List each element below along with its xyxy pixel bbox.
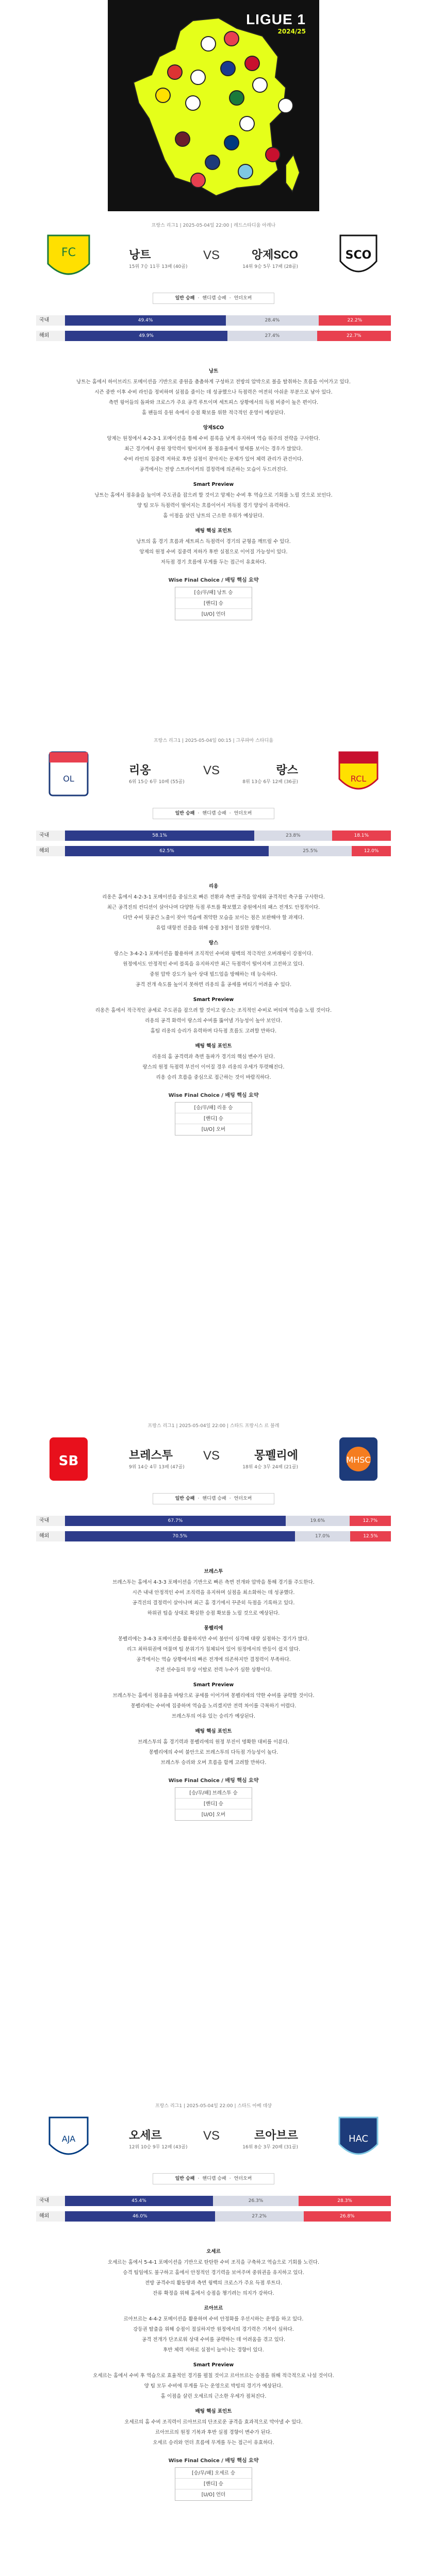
away-win-segment: 12.5% (350, 1531, 391, 1541)
section-paragraph: 시즌 중반 이후 수비 라인을 정비하며 실점을 줄이는 데 성공했으나 득점력은 여전히 아쉬운 부분으로 남아 있다. (94, 389, 333, 395)
final-choice (0, 2456, 427, 2501)
section-paragraph: 승격 팀임에도 불구하고 홈에서 안정적인 경기력을 보여주며 중위권을 유지하고 있다. (123, 2270, 304, 2276)
home-team-name: 낭트 (129, 248, 151, 261)
league-season: 2024/25 (277, 28, 306, 35)
draw-segment: 19.6% (286, 1516, 350, 1526)
vs-label: VS (203, 1449, 220, 1463)
odds-bar (65, 2196, 391, 2206)
odds-bar (65, 315, 391, 326)
club-badge-icon (244, 56, 260, 71)
section-title: 배팅 핵심 포인트 (195, 1043, 232, 1049)
canary-crest-icon (45, 233, 92, 284)
odds-tab[interactable]: 핸디캡 승패 (202, 2176, 226, 2181)
brest-crest-icon (45, 1433, 92, 1485)
tab-separator: · (229, 811, 231, 816)
odds-tab[interactable]: 언더오버 (234, 811, 252, 816)
section-paragraph: 오세르는 홈에서 수비 후 역습으로 효율적인 경기를 펼칠 것이고 르아브르는 승점을 위해 적극적으로 나설 것이다. (93, 2373, 334, 2379)
away-team-name: 앙제SCO (251, 248, 298, 261)
draw-segment: 23.8% (254, 831, 332, 841)
odds-row-label: 해외 (36, 331, 65, 341)
odds-tab[interactable]: 언더오버 (234, 1496, 252, 1501)
section-paragraph: 몽펠리에는 3-4-3 포메이션을 활용하지만 수비 불안이 심각해 대량 실점하는 경기가 많다. (118, 1636, 309, 1642)
odds-tab[interactable]: 핸디캡 승패 (202, 811, 226, 816)
section-paragraph: 다만 수비 뒷공간 노출이 잦아 역습에 취약한 모습을 보이는 점은 보완해야 할 과제다. (123, 915, 304, 921)
home-team-rank: 15위 7승 11무 13패 (40골) (129, 264, 188, 269)
odds-row (36, 846, 391, 856)
sco-crest-icon (335, 233, 382, 284)
vs-label: VS (203, 248, 220, 262)
tab-separator: · (229, 2176, 231, 2181)
home-win-segment: 67.7% (65, 1516, 286, 1526)
section-paragraph: 앙제는 원정에서 4-2-3-1 포메이션을 통해 수비 블록을 낮게 유지하며 역습 위주의 전략을 구사한다. (107, 436, 320, 442)
odds-bar (65, 1516, 391, 1526)
svg-text:SB: SB (58, 1453, 79, 1469)
svg-text:OL: OL (63, 774, 74, 784)
odds-row-label: 해외 (36, 846, 65, 856)
draw-segment: 27.2% (215, 2211, 304, 2222)
lyon-crest-icon (45, 748, 92, 800)
club-badge-icon (155, 88, 171, 103)
section-title: 배팅 핵심 포인트 (195, 1728, 232, 1734)
away-win-segment: 12.0% (352, 846, 391, 856)
section-paragraph: 몽펠리에의 수비 불안으로 브레스투의 다득점 가능성이 높다. (149, 1750, 278, 1755)
home-team-rank: 12위 10승 9무 12패 (43골) (129, 2145, 188, 2150)
section-paragraph: 원정에서도 안정적인 수비 블록을 유지하지만 최근 득점력이 떨어지며 고전하고 있다. (123, 961, 304, 967)
section-paragraph: 오세르의 홈 수비 조직력이 르아브르의 단조로운 공격을 효과적으로 막아낼 수 있다. (124, 2419, 303, 2425)
tab-separator: · (198, 296, 200, 301)
section-paragraph: 리옹 승리 흐름을 중심으로 접근하는 것이 바람직하다. (156, 1075, 271, 1080)
section-paragraph: 양 팀 모두 득점력이 떨어지는 흐름이어서 저득점 경기 양상이 유력하다. (137, 503, 290, 509)
final-choice-title: Wise Final Choice / 배팅 핵심 요약 (168, 2458, 259, 2464)
odds-bar (65, 846, 391, 856)
odds-tabs (153, 1493, 274, 1504)
odds-tab[interactable]: 일반 승패 (175, 2176, 195, 2181)
odds-bar (65, 1531, 391, 1541)
match-header (0, 2102, 427, 2236)
section-paragraph: 주전 선수들의 부상 이탈로 전력 누수가 심한 상황이다. (155, 1667, 272, 1673)
odds-row (36, 2196, 391, 2206)
match-info: 프랑스 리그1 | 2025-05-04일 22:00 | 레드스타디움 아레나 (151, 223, 276, 228)
final-choice-row: [핸디] 승 (175, 1799, 252, 1809)
odds-row (36, 1516, 391, 1526)
club-badge-icon (224, 31, 239, 46)
match-card (0, 737, 427, 1132)
club-badge-icon (167, 64, 183, 80)
home-team-rank: 6위 15승 6무 10패 (55골) (129, 779, 185, 785)
section-paragraph: 브레스투의 홈 경기력과 몽펠리에의 원정 부진이 명확한 대비를 이룬다. (138, 1739, 289, 1745)
away-win-segment: 12.7% (350, 1516, 391, 1526)
away-team-name: 랑스 (276, 764, 298, 776)
odds-tab[interactable]: 핸디캡 승패 (202, 1496, 226, 1501)
analysis-body (0, 2241, 427, 2501)
section-paragraph: 리옹의 홈 공격력과 측면 돌파가 경기의 핵심 변수가 된다. (152, 1054, 275, 1060)
section-paragraph: 랑스는 3-4-2-1 포메이션을 활용하며 조직적인 수비와 윙백의 적극적인 오버래핑이 강점이다. (114, 951, 313, 957)
final-choice-title: Wise Final Choice / 배팅 핵심 요약 (168, 1778, 259, 1784)
match-info: 프랑스 리그1 | 2025-05-04일 00:15 | 그루파마 스타디움 (154, 738, 273, 743)
odds-tab[interactable]: 일반 승패 (175, 296, 195, 301)
svg-text:RCL: RCL (350, 774, 367, 784)
club-badge-icon (201, 36, 216, 52)
section-paragraph: 공격 전개가 단조로워 상대 수비를 공략하는 데 어려움을 겪고 있다. (142, 2337, 285, 2343)
section-paragraph: 리그 최하위권에 머물며 팀 분위기가 침체되어 있어 원정에서의 반등이 쉽지 않다. (126, 1647, 301, 1652)
tab-separator: · (198, 2176, 200, 2181)
section-title: 브레스투 (204, 1569, 223, 1574)
section-paragraph: 브레스투 승리와 오버 흐름을 함께 고려할 만하다. (160, 1760, 267, 1766)
club-badge-icon (238, 164, 253, 179)
svg-text:AJA: AJA (61, 2134, 76, 2144)
away-team-rank: 14위 9승 5무 17패 (28골) (242, 264, 298, 269)
section-paragraph: 후반 체력 저하로 실점이 늘어나는 경향이 있다. (163, 2347, 264, 2353)
lehavre-crest-icon (335, 2113, 382, 2165)
section-paragraph: 중원 압박 강도가 높아 상대 빌드업을 방해하는 데 능숙하다. (150, 972, 277, 977)
away-win-segment: 22.2% (319, 315, 391, 326)
section-paragraph: 리옹의 공격 화력이 랑스의 수비를 뚫어낼 가능성이 높아 보인다. (145, 1018, 282, 1024)
odds-tab[interactable]: 일반 승패 (175, 811, 195, 816)
odds-tabs (153, 2173, 274, 2184)
hero-title (246, 11, 306, 35)
final-choice (0, 1776, 427, 1821)
section-title: 앙제SCO (203, 425, 224, 431)
tab-separator: · (229, 1496, 231, 1501)
club-badge-icon (224, 135, 239, 150)
section-title: 랑스 (208, 940, 219, 946)
section-paragraph: 양 팀 모두 수비에 무게를 두는 운영으로 박빙의 경기가 예상된다. (144, 2383, 283, 2389)
home-team-name: 오세르 (129, 2129, 162, 2142)
club-badge-icon (229, 90, 244, 106)
final-choice-row: [U/O] 언더 (201, 612, 226, 617)
away-team-name: 몽펠리에 (254, 1449, 298, 1462)
final-choice (0, 576, 427, 620)
odds-row (36, 2211, 391, 2222)
home-win-segment: 49.9% (65, 331, 227, 341)
club-badge-icon (265, 147, 281, 162)
section-title: Smart Preview (193, 482, 234, 487)
odds-row (36, 315, 391, 326)
section-paragraph: 몽펠리에는 수비에 집중하며 역습을 노리겠지만 전력 차이를 극복하기 어렵다. (130, 1703, 297, 1709)
montpellier-crest-icon (335, 1433, 382, 1485)
section-title: 몽펠리에 (204, 1625, 223, 1631)
final-choice-box (175, 1102, 252, 1136)
odds-row (36, 1531, 391, 1541)
tab-separator: · (198, 1496, 200, 1501)
section-paragraph: 오세르 승리와 언더 흐름에 무게를 두는 접근이 유효하다. (153, 2440, 274, 2446)
odds-row (36, 831, 391, 841)
odds-tabs (153, 293, 274, 304)
club-badge-icon (205, 155, 220, 170)
section-title: 리옹 (208, 884, 219, 889)
home-win-segment: 45.4% (65, 2196, 213, 2206)
odds-row-label: 해외 (36, 1531, 65, 1541)
odds-tab[interactable]: 언더오버 (234, 2176, 252, 2181)
section-paragraph: 수비 라인의 집중력 저하로 후반 실점이 잦아지는 문제가 있어 체력 관리가 관건이다. (123, 456, 304, 462)
club-badge-icon (239, 116, 255, 131)
final-choice-row: [U/O] 오버 (201, 1127, 226, 1132)
section-paragraph: 리옹은 홈에서 4-2-3-1 포메이션을 중심으로 빠른 전환과 측면 공격을 앞세워 공격적인 축구를 구사한다. (102, 894, 325, 900)
section-paragraph: 전방 공격수의 활동량과 측면 윙백의 크로스가 주요 득점 루트다. (145, 2280, 282, 2286)
section-paragraph: 공격진의 결정력이 살아나며 최근 홈 경기에서 꾸준히 득점을 기록하고 있다. (132, 1600, 295, 1606)
section-title: 르아브르 (204, 2306, 223, 2311)
odds-row-label: 국내 (36, 1516, 65, 1526)
club-badge-icon (190, 70, 206, 85)
away-win-segment: 22.7% (317, 331, 391, 341)
match-header (0, 1422, 427, 1556)
final-choice-row: [핸디] 승 (175, 1113, 252, 1124)
odds-row (36, 331, 391, 341)
section-paragraph: 공격에서는 역습 상황에서의 빠른 전개에 의존하지만 결정력이 부족하다. (136, 1657, 291, 1663)
section-paragraph: 낭트는 홈에서 하이브리드 포메이션을 기반으로 중원을 촘촘하게 구성하고 전방의 압박으로 볼을 탈취하는 흐름을 이어가고 있다. (76, 379, 351, 385)
final-choice-row: [승/무/패] 낭트 승 (175, 587, 252, 598)
section-paragraph: 홈 이점을 살린 낭트의 근소한 우위가 예상된다. (163, 513, 264, 519)
match-header (0, 222, 427, 355)
section-paragraph: 르아브르의 원정 기복과 후반 실점 경향이 변수가 된다. (155, 2430, 272, 2435)
match-header (0, 737, 427, 871)
section-paragraph: 유럽 대항전 진출을 위해 승점 3점이 절실한 상황이다. (156, 925, 271, 931)
odds-tab[interactable]: 핸디캡 승패 (202, 296, 226, 301)
match-card (0, 222, 427, 617)
final-choice-row: [승/무/패] 브레스투 승 (175, 1788, 252, 1799)
section-paragraph: 브레스투는 홈에서 점유율을 바탕으로 공세를 이어가며 몽펠리에의 약한 수비를 공략할 것이다. (112, 1693, 315, 1699)
odds-tabs (153, 808, 274, 819)
section-paragraph: 홈 이점을 살린 오세르의 근소한 우세가 점쳐진다. (160, 2394, 267, 2399)
away-team-name: 르아브르 (254, 2129, 298, 2142)
lens-crest-icon (335, 748, 382, 800)
odds-row-label: 국내 (36, 831, 65, 841)
final-choice-box (175, 2467, 252, 2501)
tab-separator: · (198, 811, 200, 816)
hero-banner (108, 0, 319, 211)
section-title: Smart Preview (193, 997, 234, 1003)
home-win-segment: 58.1% (65, 831, 254, 841)
section-paragraph: 르아브르는 4-4-2 포메이션을 활용하며 수비 안정화를 우선시하는 운영을 하고 있다. (123, 2316, 304, 2322)
home-win-segment: 46.0% (65, 2211, 215, 2222)
away-team-rank: 16위 8승 3무 20패 (31골) (242, 2145, 298, 2150)
odds-bar (65, 831, 391, 841)
section-paragraph: 홈팀 리옹의 승리가 유력하며 다득점 흐름도 고려할 만하다. (150, 1028, 277, 1034)
away-win-segment: 28.3% (299, 2196, 391, 2206)
final-choice-row: [U/O] 언더 (201, 2492, 226, 2498)
match-card (0, 1422, 427, 1818)
svg-text:FC: FC (61, 246, 76, 259)
club-badge-icon (220, 61, 236, 76)
match-info: 프랑스 리그1 | 2025-05-04일 22:00 | 스타드 아베 데샹 (155, 2104, 272, 2109)
section-paragraph: 랑스의 원정 득점력 부진이 이어질 경우 리옹의 우세가 뚜렷해진다. (142, 1064, 285, 1070)
away-team-rank: 18위 4승 3무 24패 (21골) (242, 1465, 298, 1470)
draw-segment: 27.4% (227, 331, 317, 341)
section-paragraph: 홈 팬들의 응원 속에서 승점 확보를 위한 적극적인 운영이 예상된다. (142, 410, 285, 416)
home-team-rank: 9위 14승 4무 13패 (47골) (129, 1465, 185, 1470)
draw-segment: 25.5% (269, 846, 352, 856)
auxerre-crest-icon (45, 2113, 92, 2165)
section-title: 배팅 핵심 포인트 (195, 2409, 232, 2414)
away-win-segment: 18.1% (332, 831, 391, 841)
final-choice (0, 1091, 427, 1136)
section-paragraph: 공격 전개 속도를 높이지 못하면 리옹의 홈 공세를 버티기 어려울 수 있다. (135, 982, 292, 988)
section-paragraph: 오세르는 홈에서 5-4-1 포메이션을 기반으로 탄탄한 수비 조직을 구축하고 역습으로 기회를 노린다. (108, 2260, 319, 2265)
tab-separator: · (229, 296, 231, 301)
section-title: 오세르 (206, 2249, 221, 2255)
final-choice-row: [핸디] 승 (175, 2479, 252, 2489)
club-badge-icon (278, 98, 293, 113)
section-paragraph: 하위권 팀을 상대로 확실한 승점 확보를 노릴 것으로 예상된다. (147, 1611, 280, 1616)
home-team-name: 리옹 (129, 764, 151, 776)
final-choice-row: [승/무/패] 오세르 승 (175, 2468, 252, 2479)
section-paragraph: 앙제의 원정 수비 집중력 저하가 후반 실점으로 이어질 가능성이 있다. (139, 549, 288, 555)
odds-tab[interactable]: 언더오버 (234, 296, 252, 301)
final-choice-box (175, 587, 252, 620)
odds-bar (65, 331, 391, 341)
section-paragraph: 브레스투는 홈에서 4-3-3 포메이션을 기반으로 빠른 측면 전개와 압박을 통해 경기를 주도한다. (112, 1580, 315, 1585)
section-paragraph: 낭트의 홈 경기 흐름과 세트피스 득점력이 경기의 균형을 깨뜨릴 수 있다. (136, 539, 291, 545)
final-choice-box (175, 1787, 252, 1821)
final-choice-row: [핸디] 승 (175, 598, 252, 609)
section-title: 낭트 (208, 368, 219, 374)
home-win-segment: 62.5% (65, 846, 269, 856)
svg-text:SCO: SCO (345, 249, 372, 262)
section-paragraph: 최근 공격진의 컨디션이 살아나며 다양한 득점 루트를 확보했고 중원에서의 패스 전개도 안정적이다. (107, 905, 320, 910)
section-paragraph: 저득점 경기 흐름에 무게를 두는 접근이 유효하다. (160, 560, 267, 565)
section-paragraph: 잔류 확정을 위해 홈에서 승점을 챙기려는 의지가 강하다. (153, 2291, 274, 2296)
match-info: 프랑스 리그1 | 2025-05-04일 22:00 | 스타드 프랑시스 르 블레 (147, 1423, 280, 1429)
club-badge-icon (190, 173, 206, 188)
away-team-rank: 8위 13승 6무 12패 (36골) (242, 779, 298, 785)
section-paragraph: 공격에서는 전방 스트라이커의 결정력에 의존하는 모습이 두드러진다. (139, 467, 288, 472)
match-card (0, 2102, 427, 2498)
section-paragraph: 리옹은 홈에서 적극적인 공세로 주도권을 잡으려 할 것이고 랑스는 조직적인 수비로 버티며 역습을 노릴 것이다. (95, 1008, 332, 1013)
home-win-segment: 49.4% (65, 315, 226, 326)
section-paragraph: 최근 경기에서 중원 장악력이 떨어지며 볼 점유율에서 열세를 보이는 경우가 많았다. (124, 446, 303, 452)
analysis-body (0, 876, 427, 1136)
vs-label: VS (203, 2129, 220, 2143)
analysis-body (0, 361, 427, 620)
draw-segment: 26.3% (213, 2196, 299, 2206)
svg-text:HAC: HAC (348, 2133, 369, 2144)
section-paragraph: 측면 윙어들의 돌파와 크로스가 주요 공격 루트이며 세트피스 상황에서의 득점 비중이 높은 편이다. (108, 400, 319, 405)
home-team-name: 브레스투 (129, 1449, 173, 1462)
section-paragraph: 시즌 내내 안정적인 수비 조직력을 유지하며 실점을 최소화하는 데 성공했다. (132, 1590, 295, 1596)
section-title: Smart Preview (193, 2362, 234, 2368)
odds-bar (65, 2211, 391, 2222)
odds-row-label: 국내 (36, 2196, 65, 2206)
odds-row-label: 해외 (36, 2211, 65, 2222)
final-choice-title: Wise Final Choice / 배팅 핵심 요약 (168, 1093, 259, 1098)
club-badge-icon (175, 131, 190, 147)
final-choice-row: [승/무/패] 리옹 승 (175, 1103, 252, 1113)
draw-segment: 17.0% (295, 1531, 350, 1541)
league-title: LIGUE 1 (246, 11, 306, 27)
section-title: 배팅 핵심 포인트 (195, 528, 232, 534)
away-win-segment: 26.8% (304, 2211, 391, 2222)
section-paragraph: 낭트는 홈에서 점유율을 높이며 주도권을 잡으려 할 것이고 앙제는 수비 후 역습으로 기회를 노릴 것으로 보인다. (94, 493, 333, 498)
final-choice-title: Wise Final Choice / 배팅 핵심 요약 (168, 578, 259, 583)
section-title: Smart Preview (193, 1682, 234, 1688)
odds-tab[interactable]: 일반 승패 (175, 1496, 195, 1501)
draw-segment: 28.4% (226, 315, 318, 326)
section-paragraph: 브레스투의 여유 있는 승리가 예상된다. (172, 1714, 255, 1719)
club-badge-icon (185, 95, 201, 111)
vs-label: VS (203, 764, 220, 777)
club-badge-icon (252, 77, 268, 93)
analysis-body (0, 1561, 427, 1821)
final-choice-row: [U/O] 오버 (201, 1812, 226, 1818)
home-win-segment: 70.5% (65, 1531, 295, 1541)
section-paragraph: 강등권 탈출을 위해 승점이 절실하지만 원정에서의 경기력은 기복이 심하다. (133, 2327, 294, 2332)
odds-row-label: 국내 (36, 315, 65, 326)
svg-text:MHSC: MHSC (346, 1455, 371, 1465)
